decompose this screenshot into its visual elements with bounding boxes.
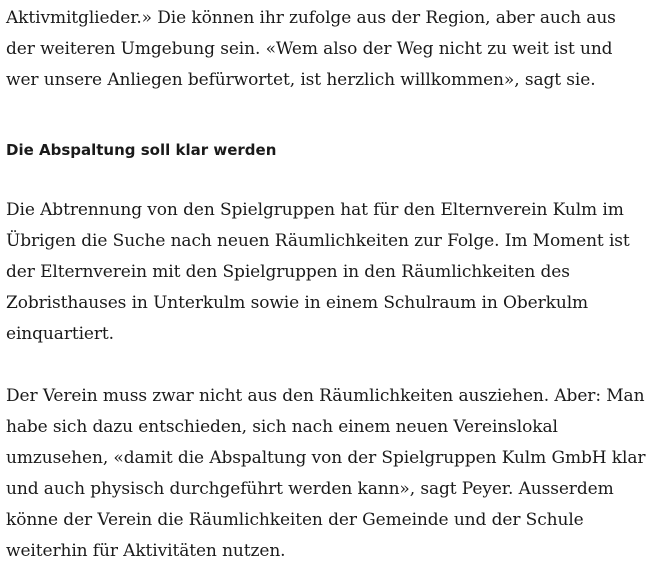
article-paragraph: Aktivmitglieder.» Die können ihr zufolge aus der Region, aber auch aus der weiteren Umgebung sein. «Wem also der Weg nicht zu weit ist und wer unsere Anliegen befürwortet, ist herzlich willkommen», sagt sie.	[6, 8, 616, 90]
article-paragraph: Der Verein muss zwar nicht aus den Räumlichkeiten ausziehen. Aber: Man habe sich dazu entschieden, sich nach einem neuen Vereinslokal umzusehen, «damit die Abspaltung von der Spielgruppen Kulm GmbH klar und auch physisch durchgeführt werden kann», sagt Peyer. Ausserdem könne der Verein die Räumlichkeiten der Gemeinde und der Schule weiterhin für Aktivitäten nutzen.	[6, 386, 646, 561]
article-paragraph: Die Abtrennung von den Spielgruppen hat für den Elternverein Kulm im Übrigen die Suche nach neuen Räumlichkeiten zur Folge. Im Moment ist der Elternverein mit den Spielgruppen in den Räumlichkeiten des Zobristhauses in Unterkulm sowie in einem Schulraum in Oberkulm einquartiert.	[6, 200, 630, 344]
article-body	[0, 3, 657, 574]
section-heading: Die Abspaltung soll klar werden	[6, 141, 277, 159]
